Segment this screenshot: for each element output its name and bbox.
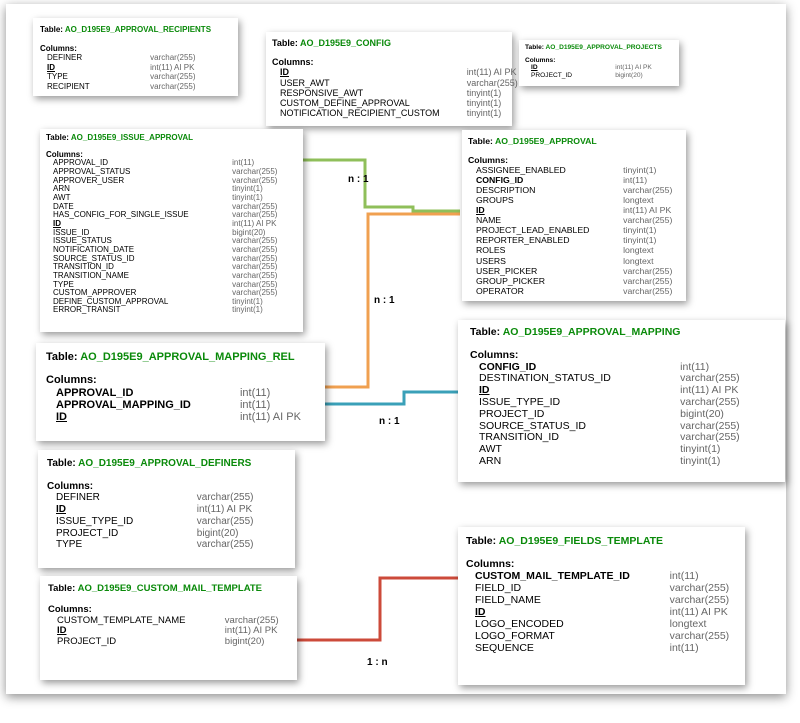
- column-name: LOGO_FORMAT: [475, 630, 555, 642]
- column-name: AWT: [479, 443, 502, 456]
- column-name: OPERATOR: [476, 285, 524, 296]
- cardinality-label: n : 1: [348, 174, 369, 185]
- column-type: varchar(255): [150, 81, 196, 91]
- column-type: tinyint(1): [232, 305, 263, 315]
- primary-key-column-name: ID: [56, 504, 66, 516]
- column-name: AWT: [53, 192, 71, 202]
- table-header: [46, 351, 317, 363]
- column-name: REPORTER_ENABLED: [476, 235, 570, 246]
- column-type: varchar(255): [150, 53, 196, 62]
- column-list: [40, 53, 232, 91]
- table-name: AO_D195E9_ISSUE_APPROVAL: [70, 133, 194, 142]
- columns-label: Columns:: [40, 43, 77, 53]
- column-name: TYPE: [56, 539, 83, 551]
- column-type: varchar(255): [196, 515, 254, 527]
- column-type: int(11) AI PK: [224, 625, 278, 637]
- table-fields-template[interactable]: [458, 527, 745, 685]
- column-type: varchar(255): [680, 395, 740, 408]
- column-name: CUSTOM_APPROVER: [53, 288, 137, 298]
- column-type: int(11): [239, 398, 271, 411]
- column-name: SEQUENCE: [475, 642, 534, 654]
- columns-label: Columns:: [272, 57, 314, 68]
- column-type: varchar(255): [623, 265, 673, 276]
- column-name: ASSIGNEE_ENABLED: [476, 165, 566, 176]
- column-type: bigint(20): [232, 227, 266, 237]
- column-type: varchar(255): [680, 372, 740, 385]
- column-type: int(11) AI PK: [232, 218, 277, 228]
- column-type: int(11) AI PK: [466, 67, 517, 78]
- column-name: GROUP_PICKER: [476, 275, 546, 286]
- column-type: tinyint(1): [466, 87, 502, 98]
- column-type: varchar(255): [623, 275, 673, 286]
- column-name: ISSUE_TYPE_ID: [56, 515, 134, 527]
- column-type: varchar(255): [680, 431, 740, 444]
- column-name: PROJECT_ID: [479, 407, 545, 420]
- column-type: varchar(255): [232, 288, 278, 298]
- table-name: AO_D195E9_CONFIG: [300, 38, 392, 48]
- table-name: AO_D195E9_APPROVAL_RECIPIENTS: [64, 25, 212, 34]
- table-header: [272, 38, 506, 48]
- column-type: varchar(255): [232, 166, 278, 176]
- table-label: Table:: [48, 583, 76, 594]
- column-name: APPROVAL_ID: [56, 386, 134, 399]
- table-header: [48, 584, 289, 595]
- table-header: [46, 134, 297, 143]
- cardinality-label: n : 1: [379, 416, 400, 427]
- table-name: AO_D195E9_APPROVAL_MAPPING: [502, 326, 681, 338]
- column-list: [47, 492, 287, 551]
- column-name: DEFINER: [56, 492, 100, 504]
- columns-label: Columns:: [466, 558, 515, 570]
- column-type: varchar(255): [196, 492, 254, 504]
- table-approval-mapping-rel[interactable]: [36, 343, 325, 441]
- primary-key-column-name: ID: [280, 67, 289, 78]
- column-type: tinyint(1): [623, 165, 657, 176]
- column-name: ISSUE_TYPE_ID: [479, 395, 561, 408]
- primary-key-column-name: ID: [475, 606, 486, 618]
- column-type: bigint(20): [224, 636, 265, 648]
- column-type: longtext: [669, 618, 707, 630]
- columns-label: Columns:: [47, 480, 94, 492]
- column-type: varchar(255): [232, 175, 278, 185]
- table-approval-mapping[interactable]: [458, 320, 785, 482]
- column-type: int(11): [669, 570, 699, 582]
- table-label: Table:: [466, 535, 497, 547]
- column-name: GROUPS: [476, 195, 514, 206]
- column-name: APPROVAL_MAPPING_ID: [56, 398, 191, 411]
- column-list: [48, 616, 289, 648]
- column-name: DEFINE_CUSTOM_APPROVAL: [53, 296, 169, 306]
- table-label: Table:: [40, 25, 63, 34]
- column-type: longtext: [623, 255, 654, 266]
- column-type: int(11): [232, 158, 255, 168]
- column-name: APPROVER_USER: [53, 175, 125, 185]
- table-config[interactable]: [266, 32, 518, 126]
- column-name: HAS_CONFIG_FOR_SINGLE_ISSUE: [53, 210, 189, 220]
- column-name: TRANSITION_ID: [53, 262, 114, 272]
- primary-key-column-name: ID: [531, 64, 538, 72]
- column-list: [272, 67, 518, 119]
- table-name: AO_D195E9_APPROVAL: [495, 136, 597, 146]
- table-header: [470, 327, 777, 339]
- table-label: Table:: [468, 136, 493, 146]
- column-name: ISSUE_STATUS: [53, 236, 112, 246]
- column-name: LOGO_ENCODED: [475, 618, 564, 630]
- column-list: [470, 362, 777, 468]
- column-type: int(11): [239, 386, 271, 399]
- table-name: AO_D195E9_CUSTOM_MAIL_TEMPLATE: [77, 583, 262, 594]
- column-type: tinyint(1): [232, 192, 263, 202]
- columns-label: Columns:: [46, 149, 83, 159]
- column-type: int(11) AI PK: [239, 411, 301, 424]
- column-type: varchar(255): [232, 244, 278, 254]
- column-name: PROJECT_ID: [56, 527, 119, 539]
- column-type: bigint(20): [615, 71, 643, 79]
- column-type: tinyint(1): [623, 235, 657, 246]
- column-name: TYPE: [47, 72, 68, 81]
- column-type: varchar(255): [232, 262, 278, 272]
- column-type: varchar(255): [466, 77, 518, 88]
- column-type: int(11): [680, 360, 710, 373]
- column-type: int(11) AI PK: [615, 64, 652, 72]
- column-name: NOTIFICATION_DATE: [53, 244, 135, 254]
- primary-key-column-name: ID: [47, 62, 55, 72]
- cardinality-label: n : 1: [374, 295, 395, 306]
- column-name: FIELD_NAME: [475, 594, 541, 606]
- column-name: NOTIFICATION_RECIPIENT_CUSTOM: [280, 108, 440, 119]
- table-name: AO_D195E9_APPROVAL_DEFINERS: [78, 458, 252, 469]
- column-name: ARN: [53, 184, 70, 194]
- column-name: CUSTOM_TEMPLATE_NAME: [57, 614, 186, 626]
- column-type: int(11) AI PK: [150, 62, 195, 72]
- column-list: [46, 387, 317, 424]
- column-list: [466, 570, 737, 654]
- table-header: [40, 25, 232, 35]
- column-type: varchar(255): [680, 419, 740, 432]
- column-type: tinyint(1): [466, 108, 502, 119]
- column-name: DESTINATION_STATUS_ID: [479, 372, 611, 385]
- column-type: longtext: [623, 195, 654, 206]
- column-type: longtext: [623, 245, 654, 256]
- column-type: int(11): [669, 642, 699, 654]
- column-name: CONFIG_ID: [476, 175, 524, 186]
- table-name: AO_D195E9_FIELDS_TEMPLATE: [498, 535, 664, 547]
- column-name: DEFINER: [47, 53, 83, 62]
- column-name: USER_PICKER: [476, 265, 538, 276]
- column-type: varchar(255): [232, 201, 278, 211]
- primary-key-column-name: ID: [53, 218, 61, 228]
- table-label: Table:: [47, 458, 76, 469]
- column-type: varchar(255): [232, 236, 278, 246]
- column-type: varchar(255): [232, 253, 278, 263]
- column-type: tinyint(1): [232, 184, 263, 194]
- column-type: varchar(255): [623, 215, 673, 226]
- columns-label: Columns:: [468, 155, 509, 166]
- column-name: RESPONSIVE_AWT: [280, 87, 364, 98]
- table-label: Table:: [525, 44, 544, 51]
- column-name: PROJECT_ID: [57, 636, 117, 648]
- table-label: Table:: [46, 351, 78, 363]
- primary-key-column-name: ID: [476, 205, 485, 216]
- table-approval-definers[interactable]: [38, 450, 295, 568]
- columns-label: Columns:: [470, 348, 519, 361]
- table-header: [525, 44, 675, 51]
- table-approval-projects[interactable]: [519, 40, 679, 86]
- column-type: tinyint(1): [466, 98, 502, 109]
- column-name: ERROR_TRANSIT: [53, 305, 121, 315]
- column-type: tinyint(1): [232, 296, 263, 306]
- column-type: varchar(255): [669, 582, 730, 594]
- column-type: varchar(255): [669, 630, 730, 642]
- cardinality-label: 1 : n: [367, 657, 388, 668]
- table-name: AO_D195E9_APPROVAL_PROJECTS: [545, 44, 662, 51]
- columns-label: Columns:: [46, 374, 97, 387]
- table-header: [466, 535, 737, 547]
- primary-key-column-name: ID: [56, 411, 67, 424]
- table-header: [47, 458, 287, 470]
- table-issue-approval[interactable]: [40, 129, 303, 332]
- column-name: SOURCE_STATUS_ID: [53, 253, 135, 263]
- column-type: int(11) AI PK: [669, 606, 728, 618]
- column-name: USERS: [476, 255, 506, 266]
- column-type: int(11) AI PK: [623, 205, 672, 216]
- column-type: varchar(255): [232, 279, 278, 289]
- table-label: Table:: [46, 133, 69, 142]
- column-type: varchar(255): [623, 185, 673, 196]
- column-name: DESCRIPTION: [476, 185, 536, 196]
- column-name: SOURCE_STATUS_ID: [479, 419, 586, 432]
- column-type: tinyint(1): [680, 443, 721, 456]
- column-name: APPROVAL_STATUS: [53, 166, 131, 176]
- table-approval-recipients[interactable]: [33, 18, 238, 96]
- column-name: CONFIG_ID: [479, 360, 537, 373]
- table-custom-mail-template[interactable]: [40, 576, 297, 680]
- columns-label: Columns:: [525, 57, 556, 65]
- column-name: USER_AWT: [280, 77, 330, 88]
- column-name: CUSTOM_DEFINE_APPROVAL: [280, 98, 410, 109]
- column-type: bigint(20): [680, 407, 724, 420]
- table-name: AO_D195E9_APPROVAL_MAPPING_REL: [80, 351, 295, 363]
- column-type: varchar(255): [623, 285, 673, 296]
- column-type: varchar(255): [150, 72, 196, 81]
- column-name: TRANSITION_NAME: [53, 270, 130, 280]
- column-type: varchar(255): [232, 270, 278, 280]
- column-type: varchar(255): [232, 210, 278, 220]
- column-name: RECIPIENT: [47, 81, 90, 91]
- column-list: [468, 165, 680, 296]
- column-type: tinyint(1): [623, 225, 657, 236]
- column-type: int(11): [623, 175, 648, 186]
- column-name: PROJECT_LEAD_ENABLED: [476, 225, 590, 236]
- column-type: int(11) AI PK: [196, 504, 253, 516]
- column-name: ARN: [479, 454, 502, 467]
- column-name: PROJECT_ID: [531, 71, 573, 79]
- primary-key-column-name: ID: [57, 625, 67, 637]
- column-name: TYPE: [53, 279, 74, 289]
- table-label: Table:: [470, 326, 501, 338]
- column-name: FIELD_ID: [475, 582, 522, 594]
- column-name: CUSTOM_MAIL_TEMPLATE_ID: [475, 570, 630, 582]
- column-type: varchar(255): [196, 539, 254, 551]
- column-name: TRANSITION_ID: [479, 431, 559, 444]
- table-header: [468, 136, 680, 146]
- column-name: APPROVAL_ID: [53, 158, 108, 168]
- column-name: ROLES: [476, 245, 506, 256]
- column-list: [525, 64, 675, 78]
- table-approval[interactable]: [462, 130, 686, 301]
- column-type: tinyint(1): [680, 454, 721, 467]
- columns-label: Columns:: [48, 603, 92, 615]
- column-type: varchar(255): [224, 614, 279, 626]
- column-type: bigint(20): [196, 527, 239, 539]
- column-type: int(11) AI PK: [680, 384, 739, 397]
- column-name: NAME: [476, 215, 502, 226]
- column-type: varchar(255): [669, 594, 730, 606]
- column-name: ISSUE_ID: [53, 227, 90, 237]
- table-label: Table:: [272, 38, 298, 48]
- primary-key-column-name: ID: [479, 384, 490, 397]
- column-name: DATE: [53, 201, 74, 211]
- column-list: [46, 159, 297, 315]
